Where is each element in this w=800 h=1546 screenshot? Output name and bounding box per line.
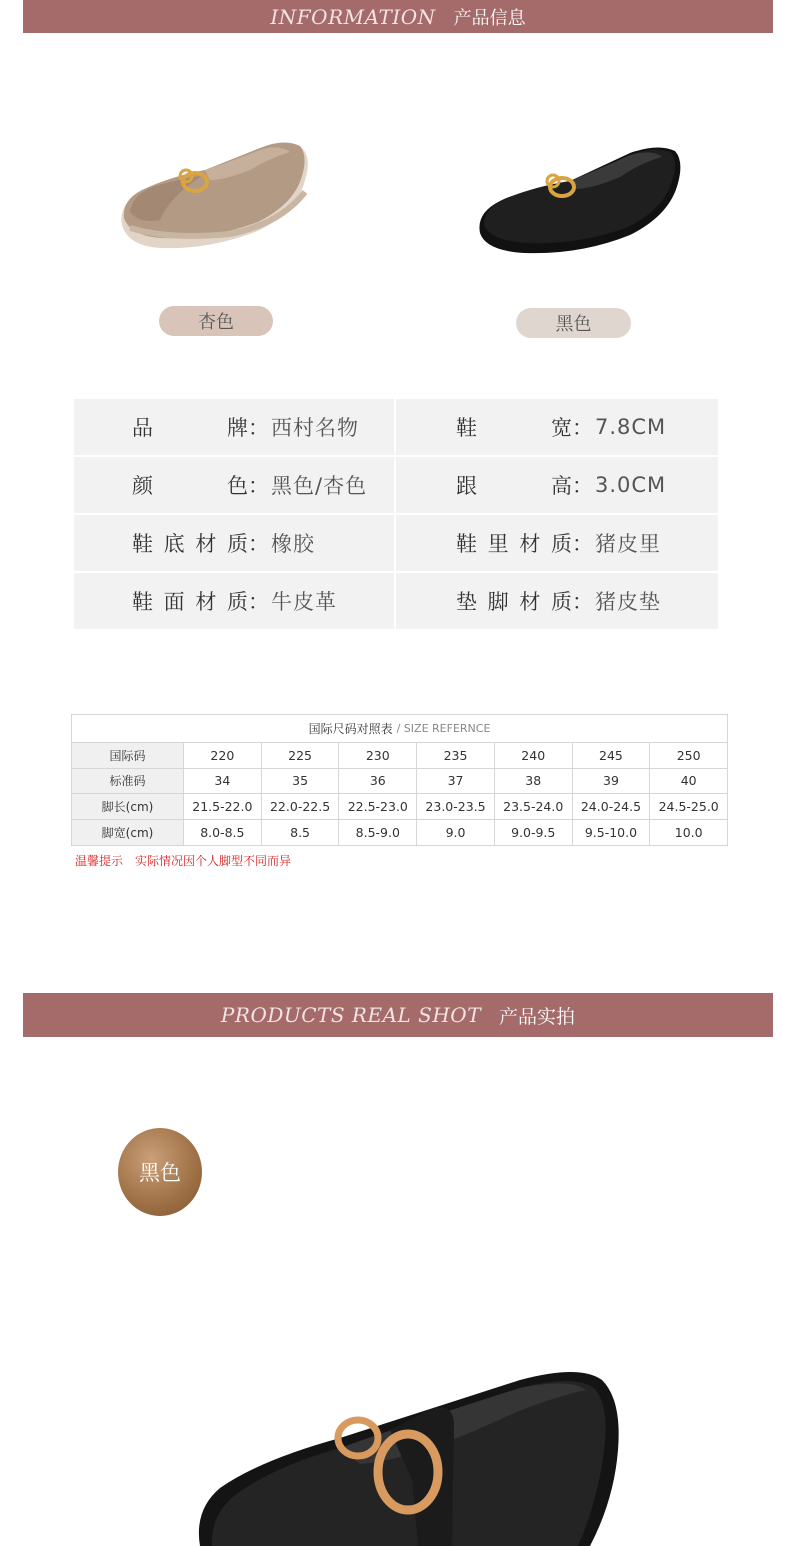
size-cell: 23.0-23.5 [417,794,495,819]
spec-cell: 垫脚材质 ： 猪皮垫 [396,573,718,629]
size-row-header: 标准码 [72,769,184,794]
tip-text: 实际情况因个人脚型不同而异 [135,854,292,868]
size-cell: 9.0-9.5 [495,820,573,846]
size-row [72,769,727,795]
spec-value: 黑色/杏色 [271,474,368,498]
spec-label: 鞋面材质 [132,590,248,614]
size-cell: 39 [573,769,651,794]
spec-value: 7.8CM [595,415,667,439]
size-cell: 245 [573,743,651,768]
real-shot-banner [23,993,773,1037]
size-cell: 235 [417,743,495,768]
size-cell: 35 [262,769,340,794]
size-cell: 40 [680,773,697,789]
spec-value: 牛皮革 [271,590,337,614]
color-label-apricot: 杏色 [159,306,273,336]
size-cell: 9.0 [417,820,495,846]
spec-cell: 颜色 ： 黑色/杏色 [74,457,394,513]
spec-label: 颜色 [132,474,248,498]
spec-cell: 鞋底材质 ： 橡胶 [74,515,394,571]
size-cell: 10.0 [674,824,703,840]
size-chart-title: 国际尺码对照表 [308,722,393,736]
size-row-header: 脚宽(cm) [72,820,184,846]
shoe-photo-black [190,1360,630,1546]
size-cell: 24.0-24.5 [573,794,651,819]
size-cell: 240 [495,743,573,768]
spec-cell: 鞋里材质 ： 猪皮里 [396,515,718,571]
shoe-image-apricot [110,100,320,260]
shoe-image-black [470,125,690,265]
size-cell: 9.5-10.0 [573,820,651,846]
size-cell: 24.5-25.0 [658,798,719,814]
spec-cell: 跟高 ： 3.0CM [396,457,718,513]
spec-cell: 鞋宽 ： 7.8CM [396,399,718,455]
spec-value: 猪皮垫 [595,590,661,614]
spec-value: 西村名物 [271,416,359,440]
banner-title-cn: 产品实拍 [499,1005,576,1028]
size-cell: 8.5-9.0 [339,820,417,846]
size-row [72,743,727,769]
banner-title-en: INFORMATION [270,4,436,29]
spec-value: 橡胶 [271,532,315,556]
size-cell: 250 [676,747,701,763]
size-cell: 8.0-8.5 [184,820,262,846]
size-cell: 230 [339,743,417,768]
color-label-black: 黑色 [516,308,631,338]
size-chart [71,714,728,846]
spec-row [74,457,718,513]
size-cell: 225 [262,743,340,768]
size-row-header: 脚长(cm) [72,794,184,819]
spec-row [74,515,718,571]
color-badge: 黑色 [118,1128,202,1216]
size-row [72,820,727,846]
spec-value: 3.0CM [595,473,667,497]
size-cell: 220 [184,743,262,768]
spec-label: 跟高 [456,474,572,498]
spec-value: 猪皮里 [595,532,661,556]
spec-table [74,399,718,631]
size-cell: 22.0-22.5 [262,794,340,819]
spec-cell: 品牌 ： 西村名物 [74,399,394,455]
size-cell: 22.5-23.0 [339,794,417,819]
size-row-header: 国际码 [72,743,184,768]
size-cell: 37 [417,769,495,794]
spec-label: 鞋底材质 [132,532,248,556]
size-cell: 38 [495,769,573,794]
information-banner [23,0,773,33]
spec-label: 鞋宽 [456,416,572,440]
size-cell: 36 [339,769,417,794]
spec-row [74,573,718,629]
spec-label: 品牌 [132,416,248,440]
spec-cell: 鞋面材质 ： 牛皮革 [74,573,394,629]
tip-label: 温馨提示 [75,854,124,868]
size-chart-caption [72,715,727,743]
size-cell: 21.5-22.0 [184,794,262,819]
size-tip [75,852,291,869]
size-row [72,794,727,820]
spec-label: 鞋里材质 [456,532,572,556]
size-chart-subtitle: / SIZE REFERNCE [396,722,491,735]
size-cell: 8.5 [262,820,340,846]
size-cell: 23.5-24.0 [495,794,573,819]
banner-title-cn: 产品信息 [453,7,526,29]
size-cell: 34 [184,769,262,794]
spec-label: 垫脚材质 [456,590,572,614]
banner-title-en: PRODUCTS REAL SHOT [220,1003,482,1027]
spec-row [74,399,718,455]
